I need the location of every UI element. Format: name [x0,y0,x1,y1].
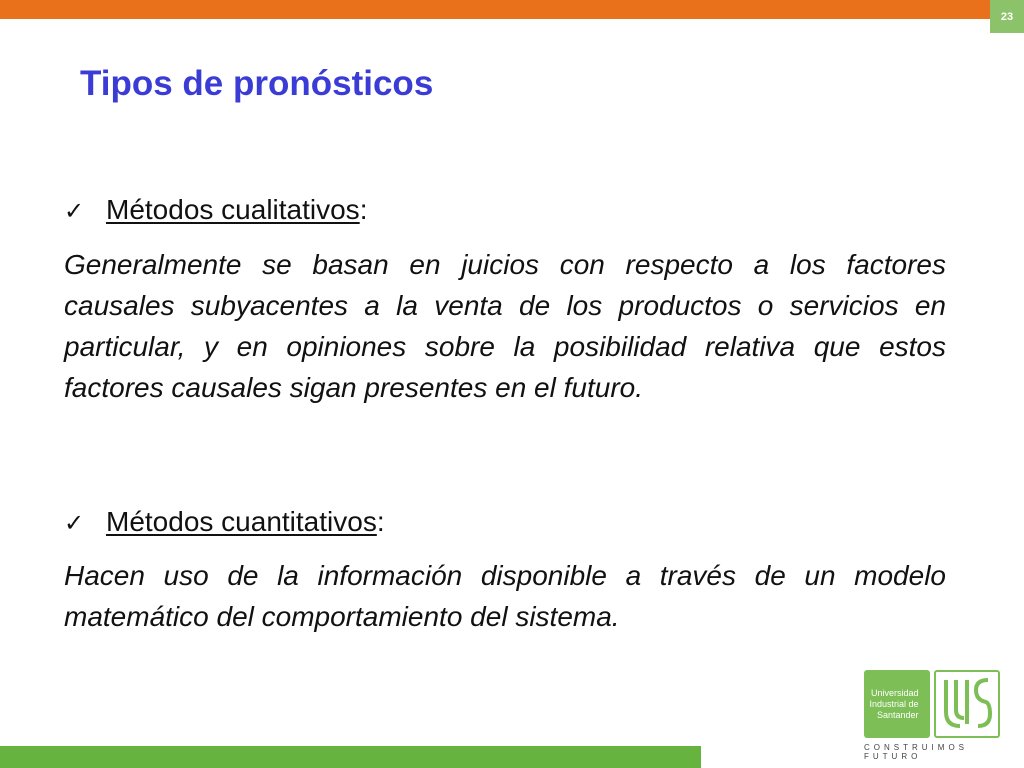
bullet-colon: : [359,194,368,225]
uis-emblem-icon [934,670,1000,738]
bottom-accent-bar [0,746,701,768]
university-logo [864,670,930,738]
bullet-quantitative [64,506,385,538]
slide-title: Tipos de pronósticos [80,64,434,103]
top-accent-bar [0,0,990,19]
bullet-heading: Métodos cuantitativos [106,506,377,537]
bullet-colon: : [376,506,385,537]
bullet-heading: Métodos cualitativos [106,194,360,225]
checkmark-icon: ✓ [64,198,85,225]
logo-tagline: CONSTRUIMOS FUTURO [864,743,968,761]
logo-line: Universidad [870,687,919,698]
bullet-qualitative [64,194,367,226]
logo-line: Industrial de [869,698,919,709]
logo-line: Santander [876,709,919,720]
bullet-paragraph: Generalmente se basan en juicios con respecto a los factores causales subyacentes a la venta de los productos o servicios en particular, y en opiniones sobre la posibilidad relativa que estos factores causales sigan presentes en el futuro. [64,249,946,403]
checkmark-icon: ✓ [64,510,85,537]
bullet-paragraph: Hacen uso de la información disponible a través de un modelo matemático del comportamiento del sistema. [64,560,946,632]
page-number: 23 [990,0,1024,33]
